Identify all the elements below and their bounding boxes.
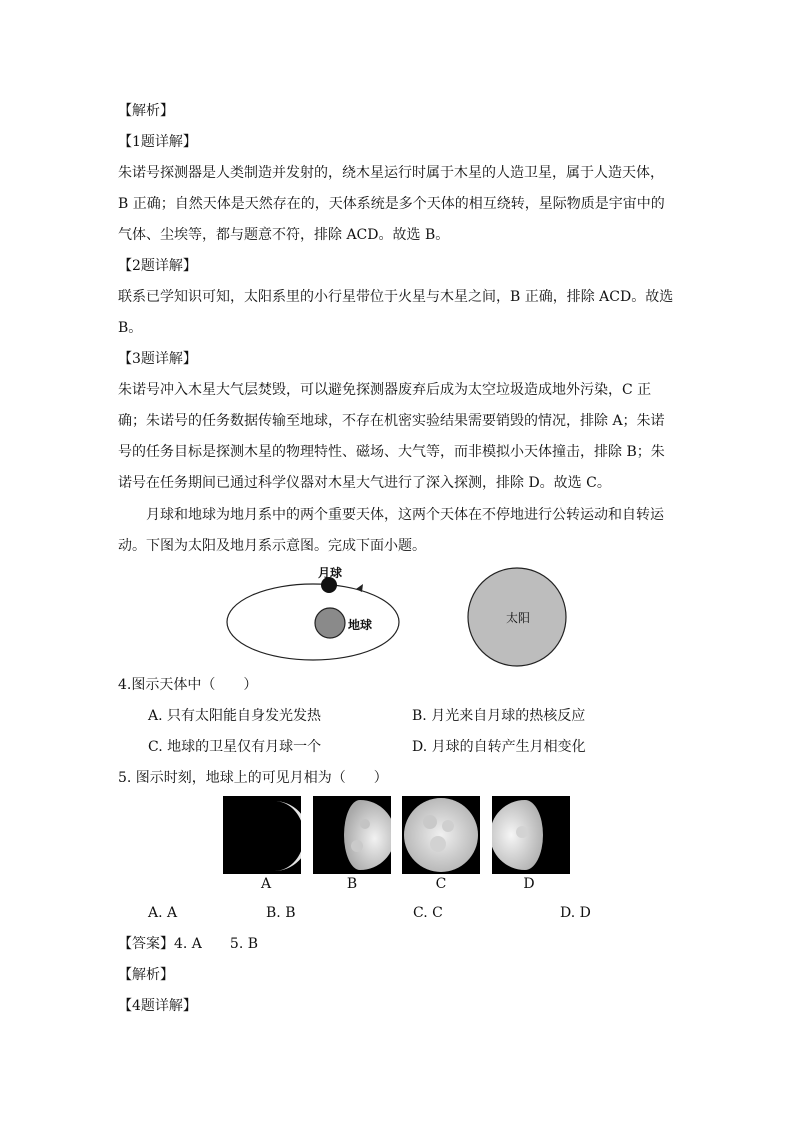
paragraph-line: B 正确；自然天体是天然存在的，天体系统是多个天体的相互绕转，星际物质是宇宙中的	[118, 196, 665, 212]
orbit-direction-arrow	[356, 584, 363, 592]
intro-paragraph-line: 月球和地球为地月系中的两个重要天体，这两个天体在不停地进行公转运动和自转运	[146, 507, 664, 523]
gibbous-moon-waxing-image	[492, 796, 570, 874]
q5-option-a: A. A	[148, 905, 178, 921]
moon-phase-photo-a	[223, 796, 301, 874]
paragraph-line: 联系已学知识可知，太阳系里的小行星带位于火星与木星之间，B 正确，排除 ACD。故选	[118, 289, 674, 305]
q4-option-a: A. 只有太阳能自身发光发热	[148, 708, 322, 724]
paragraph-line: 朱诺号冲入木星大气层焚毁，可以避免探测器废弃后成为太空垃圾造成地外污染，C 正	[118, 382, 652, 398]
q3-detail-heading: 【3题详解】	[118, 351, 197, 367]
q4-stem: 4.图示天体中（ ）	[118, 677, 258, 693]
photo-label-d: D	[523, 876, 535, 892]
answer-line: 【答案】4. A 5. B	[118, 936, 259, 952]
moon-orbit	[227, 584, 399, 660]
sun-label: 太阳	[506, 611, 531, 625]
paragraph-line: 号的任务目标是探测木星的物理特性、磁场、大气等，而非模拟小天体撞击，排除 B；朱	[118, 444, 665, 460]
q4-option-c: C. 地球的卫星仅有月球一个	[148, 739, 322, 755]
q5-option-c: C. C	[413, 905, 443, 921]
paragraph-line: B。	[118, 320, 143, 336]
q5-option-b: B. B	[266, 905, 296, 921]
q4-detail-heading: 【4题详解】	[118, 998, 197, 1014]
gibbous-moon-image	[313, 796, 391, 874]
earth-label: 地球	[348, 618, 373, 632]
full-moon-image	[402, 796, 480, 874]
q4-option-d: D. 月球的自转产生月相变化	[412, 739, 586, 755]
analysis-heading: 【解析】	[118, 103, 174, 119]
q1-detail-heading: 【1题详解】	[118, 134, 197, 150]
moon-phase-photo-d	[492, 796, 570, 874]
moon-label: 月球	[318, 566, 343, 580]
intro-paragraph-line: 动。下图为太阳及地月系示意图。完成下面小题。	[118, 538, 426, 554]
q5-option-d: D. D	[560, 905, 591, 921]
photo-label-c: C	[435, 876, 447, 892]
paragraph-line: 朱诺号探测器是人类制造并发射的，绕木星运行时属于木星的人造卫星，属于人造天体，	[118, 165, 664, 181]
paragraph-line: 确；朱诺号的任务数据传输至地球，不存在机密实验结果需要销毁的情况，排除 A；朱诺	[118, 413, 665, 429]
moon-phase-photo-b	[313, 796, 391, 874]
analysis-heading-2: 【解析】	[118, 967, 174, 983]
photo-label-b: B	[346, 876, 358, 892]
earth-disc	[315, 608, 345, 638]
q4-option-b: B. 月光来自月球的热核反应	[412, 708, 586, 724]
photo-label-a: A	[260, 876, 272, 892]
paragraph-line: 气体、尘埃等，都与题意不符，排除 ACD。故选 B。	[118, 227, 450, 243]
q5-stem: 5. 图示时刻，地球上的可见月相为（ ）	[118, 770, 388, 786]
crescent-moon-image	[223, 796, 301, 874]
paragraph-line: 诺号在任务期间已通过科学仪器对木星大气进行了深入探测，排除 D。故选 C。	[118, 475, 611, 491]
moon-phase-photo-c	[402, 796, 480, 874]
q2-detail-heading: 【2题详解】	[118, 258, 197, 274]
